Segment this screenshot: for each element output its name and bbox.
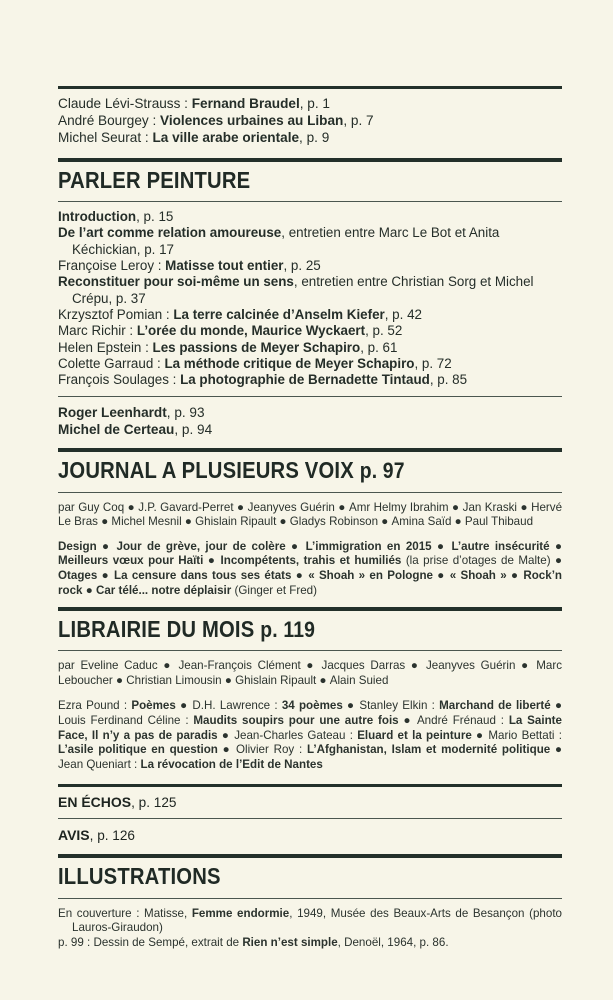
entry-author: Françoise Leroy : [58, 258, 166, 274]
topic-note: (la prise d’otages de Malte) [401, 554, 551, 568]
bullet-separator: ● [276, 515, 290, 529]
entry-rest: , p. 72 [414, 355, 452, 371]
topic-title: « Shoah » [449, 568, 507, 582]
bullet-separator: ● [316, 673, 330, 687]
entry-page: , p. 9 [299, 130, 330, 145]
entry-author: Colette Garraud : [58, 355, 165, 371]
bullet-separator: ● [471, 728, 489, 742]
entry-rest: , entretien entre Marc Le Bot et Anita Kéchickian, p. 17 [72, 225, 500, 257]
list-item[interactable] [58, 404, 562, 421]
section-title-librairie-label: LIBRAIRIE DU MOIS [58, 616, 255, 643]
contributor-name: Amina Saïd [391, 515, 452, 529]
bullet-separator: ● [550, 743, 563, 757]
bullet-separator: ● [112, 673, 127, 687]
section-title-journal-label: JOURNAL A PLUSIEURS VOIX [58, 457, 354, 484]
entry-author: André Bourgey : [58, 113, 161, 128]
topic-title: Rock’n rock [58, 568, 562, 597]
illustration-post: , Denoël, 1964, p. 86. [337, 935, 449, 949]
entry-author: François Soulages : [58, 372, 181, 388]
entry-author: Marc Richir : [58, 323, 137, 339]
bullet-separator: ● [217, 728, 235, 742]
bullet-separator: ● [233, 500, 248, 514]
entry-page: , p. 94 [174, 422, 213, 438]
librairie-books [58, 699, 562, 772]
bullet-separator: ● [124, 500, 139, 514]
journal-topics [58, 540, 562, 598]
list-item[interactable] [58, 372, 562, 388]
bullet-separator: ● [96, 539, 117, 553]
contributor-name: Jan Kraski [462, 500, 518, 514]
book-author: Mario Bettati : [488, 728, 562, 742]
list-item[interactable] [58, 274, 562, 307]
topic-title: Incompétents, trahis et humiliés [220, 554, 402, 568]
top-entries-list [58, 95, 562, 146]
book-title: Maudits soupirs pour une autre fois [193, 714, 399, 728]
avis-line[interactable] [58, 827, 562, 844]
echos-line[interactable] [58, 794, 562, 811]
bullet-separator: ● [550, 554, 563, 568]
topic-title: L’autre insécurité [451, 539, 550, 553]
book-title: L’Afghanistan, Islam et modernité politique [306, 743, 551, 757]
illustration-post: , 1949, Musée des Beaux-Arts de Besançon (photo Lauros-Giraudon) [72, 906, 562, 935]
list-item[interactable] [58, 258, 562, 274]
bullet-separator: ● [398, 714, 417, 728]
contributor-name: Alain Suied [329, 673, 389, 687]
entry-title: Introduction [58, 209, 137, 225]
book-title: Marchand de liberté [439, 699, 551, 713]
list-item[interactable] [58, 95, 562, 112]
bullet-separator: ● [451, 515, 465, 529]
bullet-separator: ● [175, 699, 193, 713]
entry-rest: , p. 52 [365, 323, 403, 339]
entry-author: Helen Epstein : [58, 339, 153, 355]
list-item[interactable] [58, 112, 562, 129]
bullet-separator: ● [285, 539, 306, 553]
parler-peinture-entries [58, 209, 562, 388]
entry-rest: , entretien entre Christian Sorg et Michel Crépu, p. 37 [72, 274, 534, 306]
list-item[interactable] [58, 323, 562, 339]
entry-page: , p. 1 [299, 96, 330, 111]
contributor-name: Guy Coq [78, 500, 125, 514]
section-title-journal-page: p. 97 [359, 458, 405, 484]
contributors-list [58, 501, 562, 529]
book-title: La Sainte Face, Il n’y a pas de paradis [58, 714, 562, 742]
section-title-librairie-page: p. 119 [260, 617, 316, 643]
book-title: L’asile politique en question [58, 743, 218, 757]
section-title-journal [58, 458, 502, 482]
entry-title: Les passions de Meyer Schapiro [152, 339, 361, 355]
contributor-name: Jeanyves Guérin [247, 500, 335, 514]
bullet-separator: ● [97, 515, 112, 529]
contributor-name: Ghislain Ripault [235, 673, 317, 687]
bullet-separator: ● [517, 500, 532, 514]
contributor-name: Ghislain Ripault [195, 515, 277, 529]
list-item [58, 907, 562, 936]
entry-title: La méthode critique de Meyer Schapiro [164, 355, 415, 371]
illustration-title: Rien n’est simple [242, 935, 338, 949]
bullet-separator: ● [334, 500, 349, 514]
illustration-pre: En couverture : Matisse, [58, 906, 192, 920]
entry-author: Michel Seurat : [58, 130, 153, 145]
entry-title: Reconstituer pour soi-même un sens [58, 274, 294, 290]
topic-title: Jour de grève, jour de colère [116, 539, 286, 553]
entry-rest: , p. 85 [429, 372, 468, 388]
bullet-separator: ● [506, 568, 524, 582]
parler-peinture-after-entries [58, 404, 562, 438]
journal-contributors [58, 501, 562, 530]
topic-title: Design [58, 539, 97, 553]
book-author: D.H. Lawrence : [192, 699, 282, 713]
book-author: Jean Queniart : [58, 757, 141, 771]
book-author: Stanley Elkin : [359, 699, 440, 713]
books-list [58, 699, 562, 770]
book-title: Poèmes [131, 699, 176, 713]
contributor-name: Michel Mesnil [111, 515, 182, 529]
contributors-prefix: par [58, 500, 79, 514]
contributor-name: Jeanyves Guérin [425, 659, 516, 673]
bullet-separator: ● [433, 568, 450, 582]
contributor-name: Hervé Le Bras [58, 500, 563, 529]
bullet-separator: ● [300, 659, 322, 673]
contributor-name: Jean-François Clément [178, 659, 301, 673]
book-author: Olivier Roy : [235, 743, 307, 757]
bullet-separator: ● [157, 659, 179, 673]
topic-title: L’immigration en 2015 [305, 539, 432, 553]
entry-author: Krzysztof Pomian : [58, 306, 174, 322]
book-title: Eluard et la peinture [357, 728, 472, 742]
book-author: Louis Ferdinand Céline : [58, 714, 194, 728]
topics-list [58, 540, 562, 597]
librairie-contributors [58, 659, 562, 688]
avis-label: AVIS [58, 827, 90, 844]
topic-title: La censure dans tous ses états [114, 568, 292, 582]
illustration-title: Femme endormie [191, 906, 290, 920]
bullet-separator: ● [515, 659, 537, 673]
bullet-separator: ● [291, 568, 309, 582]
entry-rest: , p. 25 [283, 258, 321, 274]
book-author: André Frénaud : [416, 714, 509, 728]
bullet-separator: ● [448, 500, 463, 514]
bullet-separator: ● [342, 699, 360, 713]
list-item[interactable] [58, 307, 562, 323]
contributor-name: Christian Limousin [126, 673, 222, 687]
list-item[interactable] [58, 209, 562, 225]
list-item[interactable] [58, 129, 562, 146]
bullet-separator: ● [97, 568, 115, 582]
topic-title: Car télé... notre déplaisir [95, 583, 232, 597]
list-item[interactable] [58, 225, 562, 258]
contributors-list [58, 659, 562, 687]
top-spacer [58, 0, 562, 86]
section-title-librairie [58, 617, 502, 641]
list-item[interactable] [58, 421, 562, 438]
echos-page: , p. 125 [131, 795, 177, 811]
list-item [58, 936, 562, 951]
entry-title: De l’art comme relation amoureuse [58, 225, 282, 241]
entry-author: Claude Lévi-Strauss : [58, 96, 192, 111]
section-title-illustrations: ILLUSTRATIONS [58, 863, 221, 890]
bullet-separator: ● [550, 699, 562, 713]
bullet-separator: ● [82, 583, 96, 597]
entry-rest: , p. 42 [384, 306, 422, 322]
contributor-name: Paul Thibaud [464, 515, 534, 529]
entry-rest: , p. 15 [136, 209, 174, 225]
topic-title: Meilleurs vœux pour Haïti [58, 554, 204, 568]
book-title: 34 poèmes [281, 699, 343, 713]
contributors-prefix: par [58, 659, 81, 673]
bullet-separator: ● [405, 659, 426, 673]
list-item[interactable] [58, 340, 562, 356]
topic-title: « Shoah » en Pologne [308, 568, 433, 582]
book-title: La révocation de l’Edit de Nantes [140, 757, 323, 771]
illustrations-lines [58, 907, 562, 951]
bullet-separator: ● [378, 515, 392, 529]
contributor-name: Gladys Robinson [289, 515, 379, 529]
entry-rest: , p. 61 [360, 339, 398, 355]
contributor-name: Amr Helmy Ibrahim [348, 500, 449, 514]
contributor-name: Jacques Darras [321, 659, 406, 673]
bullet-separator: ● [431, 539, 452, 553]
entry-title: Michel de Certeau [58, 422, 175, 438]
contributor-name: Marc Leboucher [58, 659, 562, 687]
book-author: Ezra Pound : [58, 699, 132, 713]
bullet-separator: ● [549, 539, 562, 553]
entry-title: La ville arabe orientale [152, 130, 300, 145]
entry-title: Violences urbaines au Liban [160, 113, 344, 128]
bullet-separator: ● [217, 743, 236, 757]
entry-title: La terre calcinée d’Anselm Kiefer [173, 306, 385, 322]
echos-label: EN ÉCHOS [58, 794, 132, 811]
entry-title: Fernand Braudel [191, 96, 300, 111]
contributor-name: J.P. Gavard-Perret [138, 500, 234, 514]
list-item[interactable] [58, 356, 562, 372]
entry-title: Matisse tout entier [165, 258, 284, 274]
bullet-separator: ● [221, 673, 236, 687]
topic-note: (Ginger et Fred) [231, 583, 317, 597]
book-author: Jean-Charles Gateau : [234, 728, 358, 742]
section-title-parler-peinture: PARLER PEINTURE [58, 167, 251, 193]
bullet-separator: ● [203, 554, 221, 568]
entry-page: , p. 93 [166, 405, 205, 421]
topic-title: Otages [58, 568, 98, 582]
entry-title: L’orée du monde, Maurice Wyckaert [136, 323, 366, 339]
entry-title: Roger Leenhardt [58, 405, 167, 421]
contributor-name: Eveline Caduc [80, 659, 158, 673]
avis-page: , p. 126 [89, 828, 135, 844]
illustration-pre: p. 99 : Dessin de Sempé, extrait de [58, 935, 243, 949]
bullet-separator: ● [181, 515, 196, 529]
entry-title: La photographie de Bernadette Tintaud [180, 372, 430, 388]
entry-page: , p. 7 [343, 113, 374, 128]
